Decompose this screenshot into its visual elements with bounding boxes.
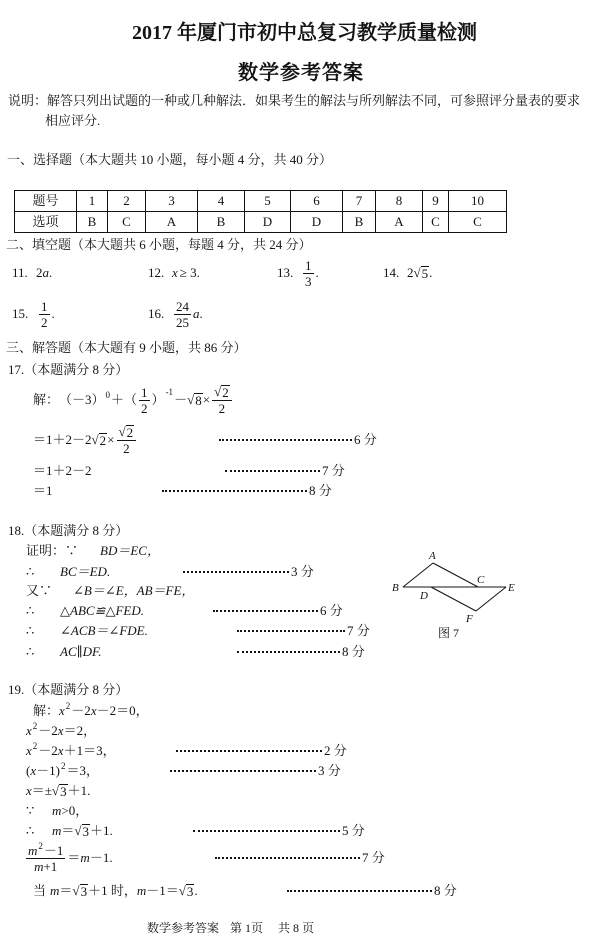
dot-leader: [225, 470, 320, 472]
table-cell: 1: [77, 191, 108, 212]
radicand: 3: [60, 784, 67, 799]
fraction: [26, 840, 65, 874]
exponent: 2: [60, 760, 66, 771]
footer-page-total: 共 8 页: [278, 921, 315, 935]
radicand: 3: [80, 884, 88, 899]
denominator: 2: [41, 314, 48, 330]
table-cell: A: [146, 212, 198, 233]
math-term: ∠ACB＝∠FDE.: [60, 623, 148, 638]
math-term: ＝: [61, 823, 75, 838]
math-term: －2: [71, 703, 91, 718]
score-text: 6 分: [320, 603, 343, 618]
question-number: 15.: [12, 306, 29, 321]
math-term: >0，: [61, 803, 89, 818]
segment-ac: [433, 563, 478, 587]
dot-leader: [176, 750, 322, 752]
denominator: 3: [305, 273, 312, 289]
dot-leader: [237, 630, 345, 632]
math-term: .: [194, 883, 198, 898]
score-text: 7 分: [347, 623, 370, 638]
table-cell: C: [423, 212, 449, 233]
score-marker: [237, 636, 365, 668]
radical-sign: √: [118, 424, 126, 439]
table-row-numbers: [15, 191, 507, 212]
math-variable: x: [26, 743, 32, 758]
q18-step-6: [26, 636, 102, 668]
table-cell: 10: [449, 191, 507, 212]
solution-label: 解：: [33, 703, 60, 718]
q17-step-4: [33, 475, 53, 507]
math-term: －1): [36, 763, 60, 778]
math-term: BC＝ED.: [60, 564, 111, 579]
dot-leader: [183, 571, 289, 573]
math-variable: x: [26, 783, 32, 798]
table-cell: A: [376, 212, 423, 233]
score-text: 3 分: [291, 564, 314, 579]
segment-df: [431, 587, 476, 611]
math-term: ＋（: [111, 392, 138, 407]
math-term: △ABC≌△FED.: [60, 603, 144, 618]
math-term: 2: [36, 265, 43, 280]
table-cell: 2: [108, 191, 146, 212]
dot-leader: [213, 610, 318, 612]
score-text: 3 分: [318, 763, 341, 778]
math-term: .: [51, 306, 55, 321]
math-term: ）: [151, 392, 165, 407]
fill-answer-13: [277, 257, 319, 289]
exponent: 2: [65, 700, 71, 711]
math-term: BD＝EC，: [100, 543, 160, 558]
math-term: .: [315, 265, 319, 280]
footer-page-number: 第 1页: [230, 921, 264, 935]
dot-leader: [287, 890, 432, 892]
numerator: 1: [141, 384, 148, 400]
math-term: －1＝: [146, 883, 179, 898]
math-term: ＝±: [31, 783, 52, 798]
math-term: 2: [407, 265, 414, 280]
math-term: －2: [38, 743, 58, 758]
question-number: 14.: [383, 265, 400, 280]
table-cell: 4: [198, 191, 245, 212]
score-marker: [215, 842, 385, 874]
therefore-symbol: ∴: [26, 623, 35, 638]
math-variable: m: [34, 858, 44, 874]
fill-answer-14: [383, 257, 432, 289]
math-term: (: [26, 763, 31, 778]
fraction: [303, 259, 314, 288]
q17-step-2: [33, 424, 138, 456]
radicand: 2: [222, 385, 229, 400]
math-term: ＋1.: [90, 823, 113, 838]
math-variable: x: [26, 723, 32, 738]
point-label-d: D: [420, 590, 428, 602]
radical-sign: √: [187, 392, 195, 407]
solution-label: 解：: [33, 392, 60, 407]
dot-leader: [215, 857, 360, 859]
section-heading-solutions: 三、解答题（本大题有 9 小题，共 86 分）: [6, 340, 247, 355]
score-text: 8 分: [342, 644, 365, 659]
table-cell: 3: [146, 191, 198, 212]
math-term: ＝2，: [63, 723, 97, 738]
denominator: 2: [141, 400, 148, 416]
math-variable: m: [50, 883, 60, 898]
radical-sign: √: [51, 783, 60, 798]
math-term: ≥ 3.: [179, 265, 200, 280]
geometry-figure: [386, 546, 518, 626]
radical-sign: √: [91, 432, 99, 447]
question-number: 16.: [148, 306, 165, 321]
answer-table: [14, 190, 507, 233]
denominator: 2: [218, 401, 226, 416]
score-text: 7 分: [362, 850, 385, 865]
question-number: 11.: [12, 265, 28, 280]
table-cell: C: [108, 212, 146, 233]
exponent: -1: [165, 386, 174, 397]
score-text: 2 分: [324, 743, 347, 758]
fill-answer-16: [148, 298, 203, 330]
row-label: 选项: [15, 212, 77, 233]
score-text: 6 分: [354, 432, 377, 447]
radicand: 8: [195, 393, 202, 408]
dot-leader: [162, 490, 307, 492]
radicand: 2: [99, 433, 107, 448]
table-cell: C: [449, 212, 507, 233]
math-term: ＝1＋2－2: [33, 463, 92, 478]
numerator: [212, 385, 232, 401]
exponent: 2: [32, 720, 38, 731]
q19-step-9: [33, 875, 198, 907]
math-term: .: [429, 265, 433, 280]
q18-title: 18.（本题满分 8 分）: [8, 523, 129, 538]
instruction-line-2: 相应评分.: [45, 113, 101, 128]
radicand: 5: [421, 266, 429, 281]
math-term: ∠B＝∠E，AB＝FE，: [73, 583, 195, 598]
score-marker: [287, 875, 457, 907]
instruction-line-1: 说明：解答只列出试题的一种或几种解法．如果考生的解法与所列解法不同，可参照评分量表的要求: [8, 93, 581, 108]
score-text: 8 分: [309, 483, 332, 498]
q17-step-1: [33, 384, 234, 416]
math-variable: m: [52, 823, 62, 838]
figure-caption: 图 7: [438, 626, 460, 640]
dot-leader: [193, 830, 340, 832]
math-term: （－3）: [59, 392, 105, 407]
square-root: [178, 883, 198, 899]
therefore-symbol: ∴: [26, 823, 35, 838]
math-term: －2: [38, 723, 58, 738]
fill-answer-12: [148, 257, 200, 289]
math-term: －1.: [89, 850, 113, 865]
table-cell: B: [343, 212, 376, 233]
fraction: [39, 300, 50, 329]
math-variable: x: [57, 723, 64, 738]
exponent: 2: [32, 740, 38, 751]
score-text: 7 分: [322, 463, 345, 478]
proof-keyword: 又∵: [26, 583, 53, 598]
math-term: －1: [43, 842, 64, 858]
document-subtitle: 数学参考答案: [238, 62, 364, 84]
numerator: 1: [41, 298, 48, 314]
proof-keyword: 证明：∵: [26, 543, 79, 558]
question-number: 13.: [277, 265, 294, 280]
math-variable: x: [30, 763, 37, 778]
square-root: [72, 884, 88, 898]
question-number: 12.: [148, 265, 165, 280]
math-term: ＋1 时，: [88, 883, 137, 898]
dot-leader: [219, 439, 352, 441]
therefore-symbol: ∴: [26, 564, 35, 579]
fraction: [174, 300, 191, 329]
score-marker: [183, 556, 314, 588]
radical-sign: √: [413, 265, 421, 280]
math-variable: x: [59, 703, 65, 718]
section-heading-fill: 二、填空题（本大题共 6 小题，每题 4 分，共 24 分）: [6, 237, 312, 252]
math-term: ×: [107, 432, 115, 447]
square-root: [119, 425, 135, 439]
math-term: ＋1.: [67, 783, 91, 798]
math-term: －: [174, 392, 188, 407]
math-term: ＝1: [33, 483, 53, 498]
fill-answer-11: [12, 257, 52, 289]
math-term: 当: [33, 883, 47, 898]
point-label-f: F: [466, 613, 473, 625]
table-cell: B: [77, 212, 108, 233]
point-label-a: A: [429, 550, 436, 562]
square-root: [413, 265, 433, 281]
document-title: 2017 年厦门市初中总复习教学质量检测: [132, 22, 477, 44]
because-symbol: ∵: [26, 803, 35, 818]
segment-fe: [476, 587, 506, 611]
exponent: 0: [105, 389, 111, 400]
square-root: [214, 385, 230, 399]
radicand: 3: [186, 884, 194, 899]
q17-title: 17.（本题满分 8 分）: [8, 362, 129, 377]
math-term: ×: [202, 392, 211, 407]
radicand: 3: [82, 824, 90, 839]
square-root: [74, 824, 90, 838]
numerator: 1: [305, 257, 312, 273]
math-variable: x: [90, 703, 97, 718]
square-root: [92, 433, 108, 447]
math-term: －2＝0，: [96, 703, 149, 718]
table-cell: 5: [245, 191, 291, 212]
section-heading-choice: 一、选择题（本大题共 10 小题，每小题 4 分，共 40 分）: [7, 152, 333, 167]
square-root: [187, 393, 203, 407]
math-variable: x: [57, 743, 64, 758]
fraction: [139, 386, 150, 415]
table-cell: B: [198, 212, 245, 233]
therefore-symbol: ∴: [26, 603, 35, 618]
radicand: 2: [126, 425, 134, 440]
score-text: 5 分: [342, 823, 365, 838]
table-cell: 8: [376, 191, 423, 212]
denominator: [32, 859, 59, 873]
therefore-symbol: ∴: [26, 644, 35, 659]
table-cell: 6: [291, 191, 343, 212]
radical-sign: √: [72, 883, 80, 898]
point-label-e: E: [508, 582, 515, 594]
row-label: 题号: [15, 191, 77, 212]
math-term: ＝: [59, 883, 73, 898]
math-variable: m: [28, 842, 38, 858]
radical-sign: √: [178, 883, 186, 898]
table-row-answers: [15, 212, 507, 233]
math-variable: m: [80, 850, 90, 865]
math-term: +1: [43, 858, 58, 874]
exponent: 2: [38, 840, 43, 851]
table-cell: 9: [423, 191, 449, 212]
fraction: [117, 425, 137, 455]
math-term: .: [49, 265, 53, 280]
dot-leader: [170, 770, 316, 772]
math-variable: a: [42, 265, 49, 280]
math-variable: m: [136, 883, 147, 898]
table-cell: D: [291, 212, 343, 233]
numerator: 24: [176, 298, 189, 314]
math-term: AC∥DF.: [60, 644, 102, 659]
math-term: .: [199, 306, 203, 321]
score-marker: [170, 755, 341, 787]
math-variable: m: [52, 803, 62, 818]
denominator: 2: [123, 441, 130, 456]
score-text: 8 分: [434, 883, 457, 898]
numerator: [117, 425, 137, 441]
fraction: [212, 385, 232, 415]
math-variable: a: [193, 306, 200, 321]
score-marker: [162, 475, 332, 507]
math-term: ＝: [67, 850, 81, 865]
math-term: ＝1＋2－2: [33, 432, 92, 447]
footer-doc-name: 数学参考答案: [147, 921, 220, 935]
math-term: ＋1＝3，: [63, 743, 116, 758]
table-cell: D: [245, 212, 291, 233]
q19-title: 19.（本题满分 8 分）: [8, 682, 129, 697]
fill-answer-15: [12, 298, 55, 330]
numerator: [26, 840, 65, 859]
point-label-c: C: [477, 574, 485, 586]
math-term: ＝3，: [66, 763, 99, 778]
table-cell: 7: [343, 191, 376, 212]
radical-sign: √: [214, 384, 222, 399]
math-variable: x: [172, 265, 178, 280]
dot-leader: [237, 651, 340, 653]
point-label-b: B: [392, 582, 399, 594]
q19-step-8: [26, 842, 113, 874]
segment-ab: [403, 563, 433, 587]
denominator: 25: [176, 314, 189, 330]
page-footer: [147, 920, 314, 936]
score-marker: [219, 424, 377, 456]
radical-sign: √: [74, 823, 82, 838]
